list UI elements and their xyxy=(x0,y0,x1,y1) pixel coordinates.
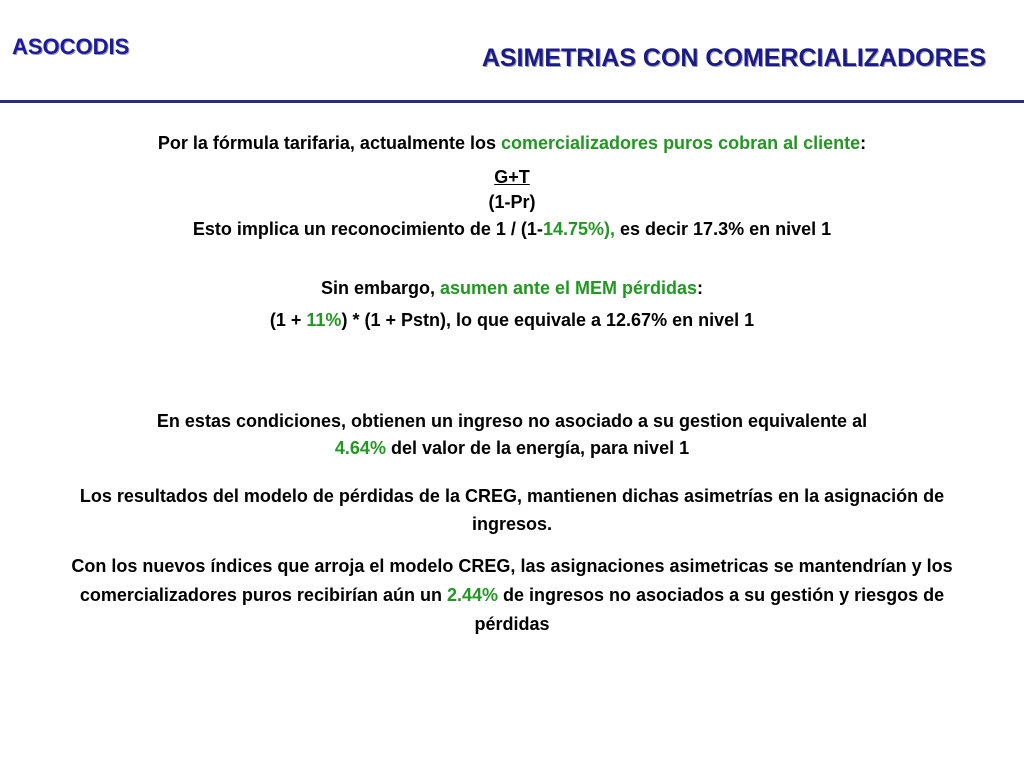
results-text: Los resultados del modelo de pérdidas de la CREG, mantienen dichas asimetrías en la asignación de ingresos. xyxy=(79,486,945,534)
fraction-denominator-text: (1-Pr) xyxy=(488,192,536,212)
losses-formula-highlight: 11% xyxy=(306,310,342,330)
losses-colon: : xyxy=(697,278,704,298)
new-indices-highlight: 2.44% xyxy=(446,585,499,605)
new-indices-text: Con los nuevos índices que arroja el modelo CREG, las asignaciones asimetricas se mantendrían y los comercializadores puros recibirían aún un xyxy=(71,556,953,605)
asocodis-logo: ASOCODIS xyxy=(12,34,130,59)
recognition-close-paren: ), xyxy=(604,219,615,239)
conditions-suffix: del valor de la energía, para nivel 1 xyxy=(385,438,690,458)
slide-title: ASIMETRIAS CON COMERCIALIZADORES xyxy=(481,44,986,72)
formula-intro-text: Por la fórmula tarifaria, actualmente los xyxy=(157,133,501,153)
recognition-text: Esto implica un reconocimiento de 1 / (1- xyxy=(192,219,543,239)
fraction-numerator-text: G+T xyxy=(494,167,530,187)
recognition-highlight: 14.75% xyxy=(542,219,604,239)
losses-paragraph xyxy=(40,277,984,299)
losses-formula-suffix: ) * (1 + Pstn), lo que equivale a 12.67% en nivel 1 xyxy=(341,310,755,330)
formula-intro-paragraph xyxy=(40,132,984,154)
formula-intro-colon: : xyxy=(860,133,867,153)
losses-formula-prefix: (1 + xyxy=(269,310,307,330)
losses-formula xyxy=(40,309,984,331)
formula-intro-highlight: comercializadores puros cobran al cliente xyxy=(500,133,861,153)
new-indices-suffix: de ingresos no asociados a su gestión y riesgos de pérdidas xyxy=(474,585,945,634)
recognition-paragraph xyxy=(40,218,984,240)
fraction-denominator xyxy=(40,191,984,213)
recognition-suffix: es decir 17.3% en nivel 1 xyxy=(615,219,832,239)
fraction-numerator xyxy=(40,166,984,188)
header-divider xyxy=(0,100,1024,103)
results-paragraph xyxy=(40,482,984,538)
losses-highlight: asumen ante el MEM pérdidas xyxy=(439,278,698,298)
losses-text: Sin embargo, xyxy=(320,278,440,298)
conditions-paragraph xyxy=(40,408,984,462)
conditions-text: En estas condiciones, obtienen un ingreso no asociado a su gestion equivalente al xyxy=(156,411,868,431)
new-indices-paragraph xyxy=(40,552,984,639)
conditions-highlight: 4.64% xyxy=(334,438,386,458)
